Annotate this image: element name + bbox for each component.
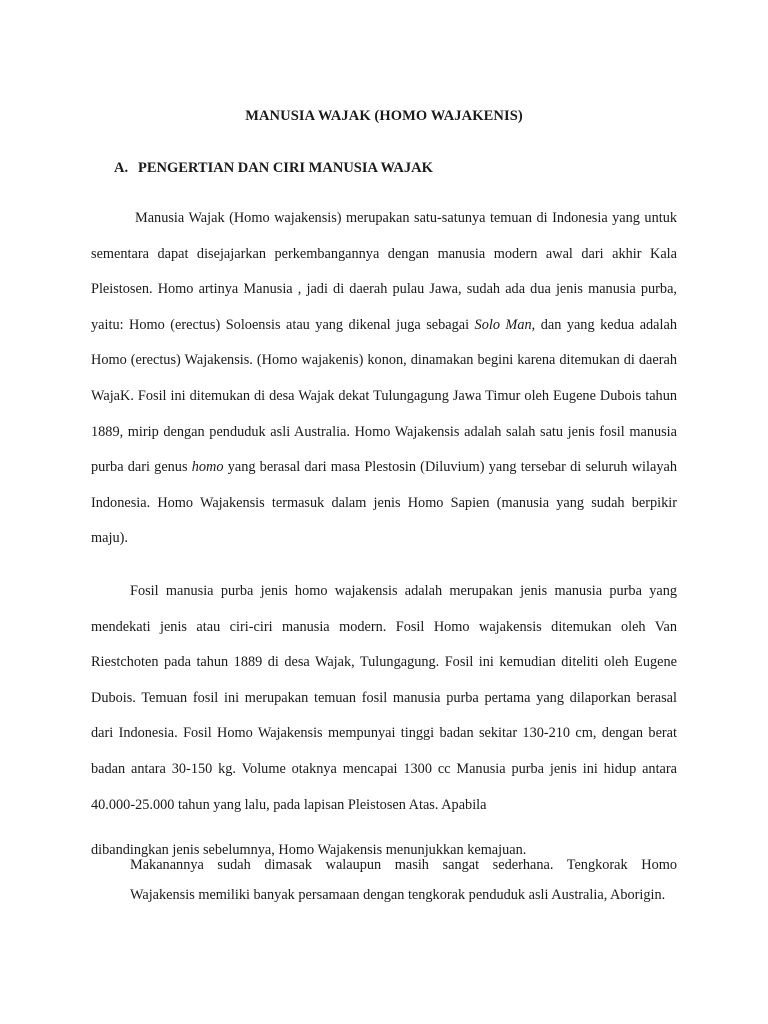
paragraph-3 [91,857,677,913]
paragraph-3-rest: Wajakensis memiliki banyak persamaan dengan tengkorak penduduk asli Australia, Aborigin. [130,887,666,903]
paragraph-1-part-3: yang berasal dari masa Plestosin (Diluvium) yang tersebar di seluruh wilayah Indonesia. Homo Wajakensis termasuk dalam jenis Homo Sapien (manusia yang sudah berpikir maju). [91,459,677,547]
paragraph-1-italic-homo: homo [191,459,224,476]
paragraph-1-part-2: , dan yang kedua adalah Homo (erectus) Wajakensis. (Homo wajakenis) konon, dinamakan begini karena ditemukan di daerah WajaK. Fosil ini ditemukan di desa Wajak dekat Tulungagung Jawa Timur oleh Eugene Dubois tahun 1889, mirip dengan penduduk asli Australia. Homo Wajakensis adalah salah satu jenis fosil manusia purba dari genus [91,316,677,476]
paragraph-1-part-1: Manusia Wajak (Homo wajakensis) merupakan satu-satunya temuan di Indonesia yang untuk sementara dapat disejajarkan perkembangannya dengan manusia modern awal dari akhir Kala Pleistosen. Homo artinya Manusia , jadi di daerah pulau Jawa, sudah ada dua jenis manusia purba, yaitu: Homo (erectus) Soloensis atau yang dikenal juga sebagai [91,210,677,333]
paragraph-1-italic-solo-man: Solo Man [474,316,532,333]
paragraph-2: Fosil manusia purba jenis homo wajakensis adalah merupakan jenis manusia purba yang mendekati jenis atau ciri-ciri manusia modern. Fosil Homo wajakensis ditemukan oleh Van Riestchoten pada tahun 1889 di desa Wajak, Tulungagung. Fosil ini kemudian diteliti oleh Eugene Dubois. Temuan fosil ini merupakan temuan fosil manusia purba pertama yang dilaporkan berasal dari Indonesia. Fosil Homo Wajakensis mempunyai tinggi badan sekitar 130-210 cm, dengan berat badan antara 30-150 kg. Volume otaknya mencapai 1300 cc Manusia purba jenis ini hidup antara 40.000-25.000 tahun yang lalu, pada lapisan Pleistosen Atas. Apabila [91,583,677,813]
paragraph-2-last-line: dibandingkan jenis sebelumnya, Homo Wajakensis menunjukkan kemajuan. [91,842,527,858]
section-marker: A. [114,160,129,176]
section-heading-text: PENGERTIAN DAN CIRI MANUSIA WAJAK [138,160,433,176]
paragraph-3-line-1: Makanannya sudah dimasak walaupun masih sangat sederhana. Tengkorak Homo [130,857,677,873]
section-heading [114,160,433,177]
paragraph-1 [91,201,677,557]
document-title: MANUSIA WAJAK (HOMO WAJAKENIS) [245,108,523,124]
